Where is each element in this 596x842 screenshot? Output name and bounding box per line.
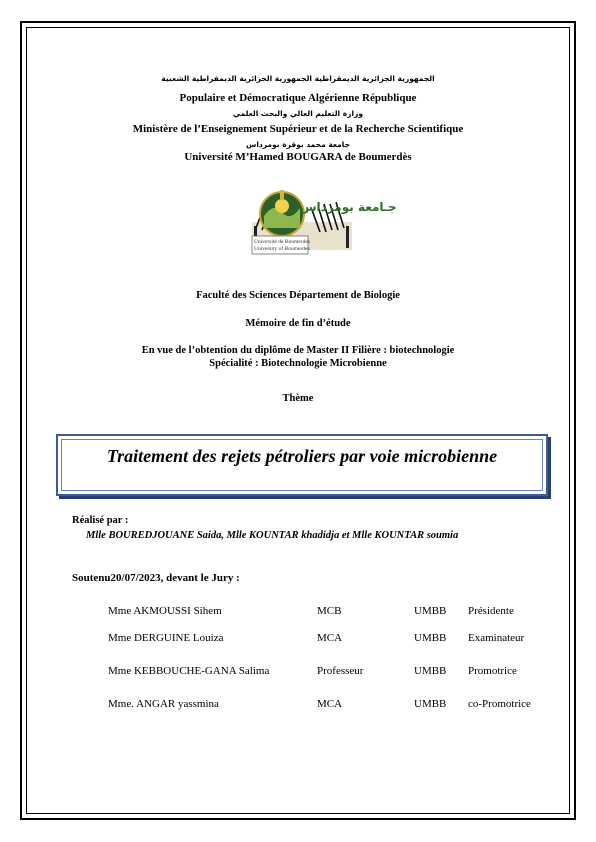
logo-banner-en: University of Boumerdes bbox=[254, 246, 310, 252]
jury-university: UMBB bbox=[414, 665, 447, 677]
ministry-line: Ministère de l’Enseignement Supérieur et de la Recherche Scientifique bbox=[132, 123, 464, 135]
jury-name: Mme. ANGAR yassmina bbox=[108, 698, 219, 710]
arabic-university-line: جامعة محمد بوقرة بومرداس bbox=[245, 140, 350, 149]
jury-name: Mme KEBBOUCHE-GANA Salima bbox=[108, 665, 270, 677]
university-logo bbox=[250, 182, 397, 266]
authors-line: Mlle BOUREDJOUANE Saida, Mlle KOUNTAR khadidja et Mlle KOUNTAR soumia bbox=[86, 530, 459, 541]
diploma-line-2: Spécialité : Biotechnologie Microbienne bbox=[209, 358, 387, 369]
memoire-line: Mémoire de fin d’étude bbox=[245, 318, 351, 329]
jury-role: Présidente bbox=[468, 605, 514, 617]
theme-label: Thème bbox=[282, 393, 314, 404]
realise-label: Réalisé par : bbox=[72, 515, 129, 526]
jury-name: Mme AKMOUSSI Sihem bbox=[108, 605, 222, 617]
jury-grade: Professeur bbox=[317, 665, 364, 677]
university-line: Université M’Hamed BOUGARA de Boumerdès bbox=[184, 151, 412, 163]
arabic-republic-line: الجمهورية الجزائرية الديمقراطية الجمهورية الجزائرية الديمقراطية الشعبية bbox=[161, 74, 435, 83]
jury-name: Mme DERGUINE Louiza bbox=[108, 632, 224, 644]
jury-university: UMBB bbox=[414, 698, 447, 710]
jury-role: Promotrice bbox=[468, 665, 517, 677]
logo-banner-fr: Université de Boumerdes bbox=[254, 239, 310, 245]
faculty-line: Faculté des Sciences Département de Biologie bbox=[196, 290, 400, 301]
diploma-line-1: En vue de l’obtention du diplôme de Master II Filière : biotechnologie bbox=[141, 345, 455, 356]
arabic-ministry-line: وزارة التعليم العالي والبحث العلمي bbox=[232, 109, 364, 118]
republic-line: Populaire et Démocratique Algérienne République bbox=[179, 92, 417, 104]
soutenu-line: Soutenu20/07/2023, devant le Jury : bbox=[72, 572, 240, 584]
theme-title: Traitement des rejets pétroliers par voie microbienne bbox=[106, 446, 498, 466]
jury-role: co-Promotrice bbox=[468, 698, 531, 710]
logo-arabic-text: جـامعة بومرداس bbox=[300, 200, 397, 214]
jury-role: Examinateur bbox=[468, 632, 525, 644]
theme-box bbox=[56, 434, 548, 496]
jury-university: UMBB bbox=[414, 632, 447, 644]
jury-university: UMBB bbox=[414, 605, 447, 617]
jury-grade: MCA bbox=[317, 632, 343, 644]
jury-grade: MCA bbox=[317, 698, 343, 710]
jury-grade: MCB bbox=[317, 605, 342, 617]
university-logo-graphic bbox=[250, 182, 354, 266]
